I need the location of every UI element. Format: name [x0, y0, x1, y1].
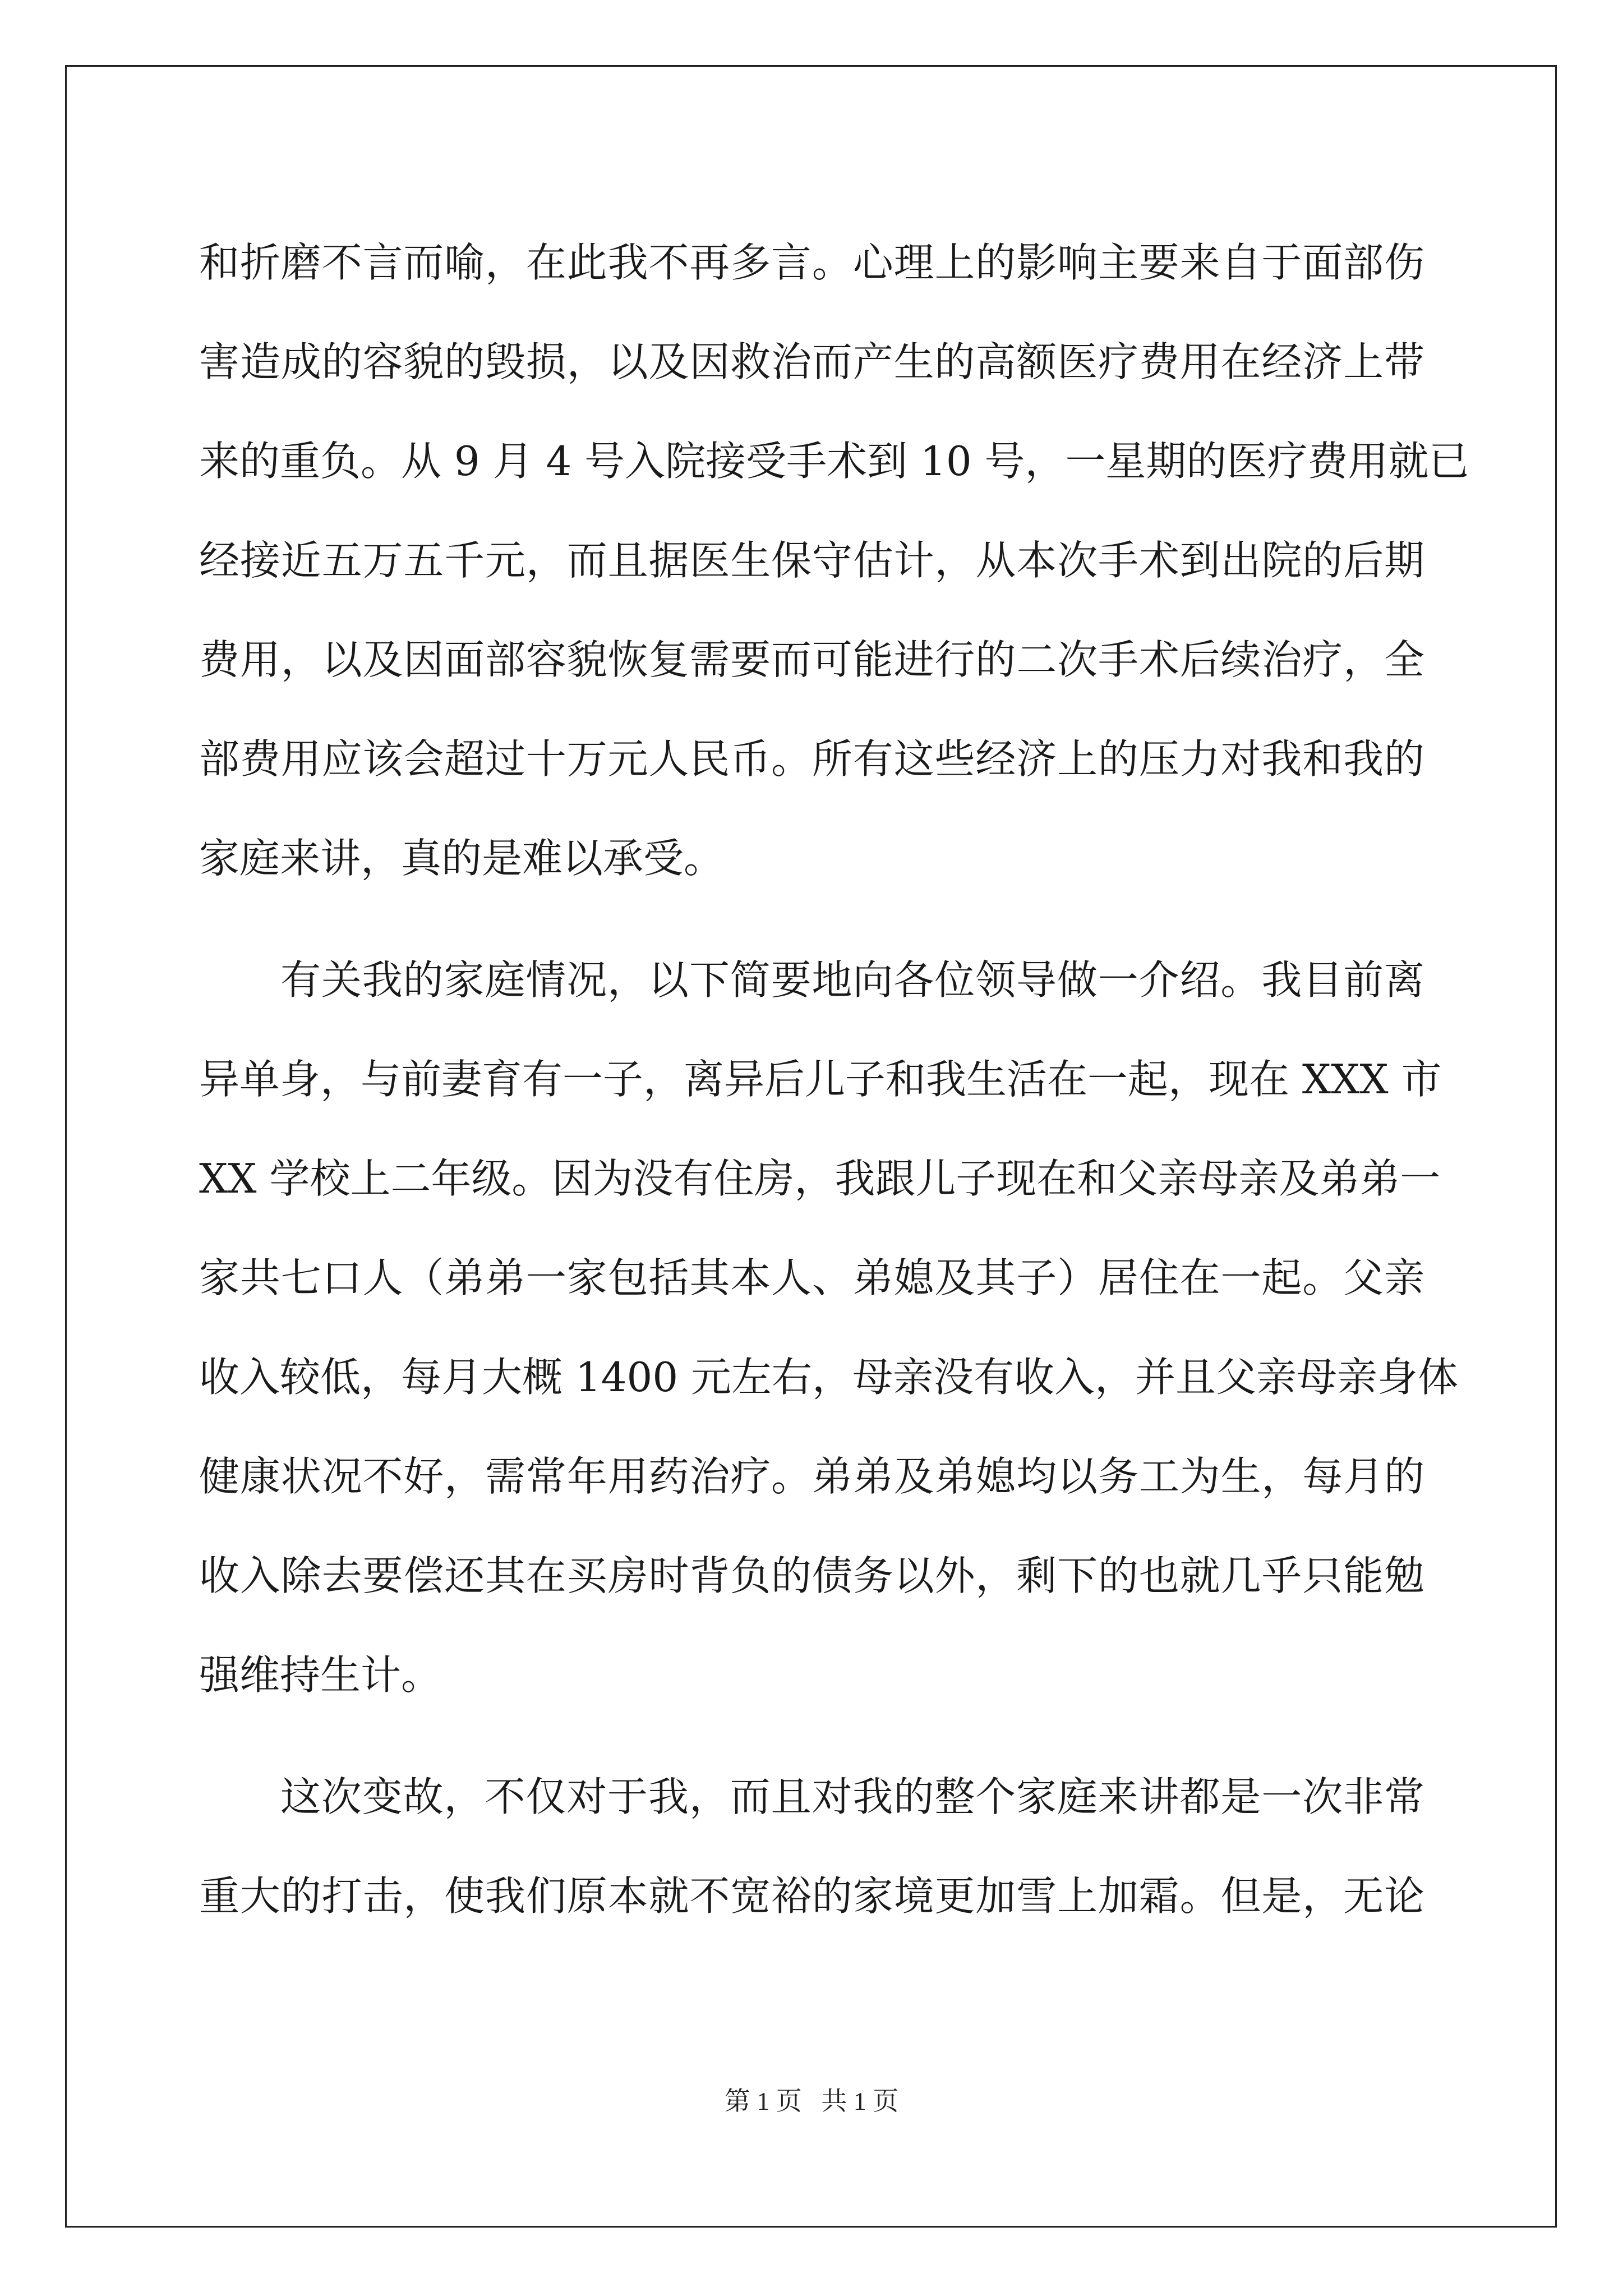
text-line: 收入较低，每月大概 1400 元左右，母亲没有收入，并且父亲母亲身体 [199, 1354, 1459, 1401]
paragraph-3 [199, 1747, 1424, 1946]
text-line: 家共七口人（弟弟一家包括其本人、弟媳及其子）居住在一起。父亲 [199, 1254, 1424, 1301]
text-line: 强维持生计。 [199, 1651, 442, 1699]
text-line: 家庭来讲，真的是难以承受。 [199, 835, 725, 882]
text-line: 经接近五万五千元，而且据医生保守估计，从本次手术到出院的后期 [199, 537, 1424, 584]
paragraph-gap [199, 908, 1424, 931]
text-line: XX 学校上二年级。因为没有住房，我跟儿子现在和父亲母亲及弟弟一 [199, 1155, 1441, 1202]
text-line: 这次变故，不仅对于我，而且对我的整个家庭来讲都是一次非常 [280, 1773, 1424, 1820]
text-line: 害造成的容貌的毁损，以及因救治而产生的高额医疗费用在经济上带 [199, 338, 1424, 385]
paragraph-1 [199, 213, 1469, 908]
text-line: 和折磨不言而喻，在此我不再多言。心理上的影响主要来自于面部伤 [199, 239, 1424, 286]
document-body [199, 213, 1469, 1946]
page-footer [0, 2085, 1623, 2118]
text-line: 异单身，与前妻育有一子，离异后儿子和我生活在一起，现在 XXX 市 [199, 1056, 1442, 1103]
page-total: 共 1 页 [821, 2087, 899, 2115]
text-line: 来的重负。从 9 月 4 号入院接受手术到 10 号，一星期的医疗费用就已 [199, 438, 1469, 485]
text-line: 重大的打击，使我们原本就不宽裕的家境更加雪上加霜。但是，无论 [199, 1872, 1424, 1920]
text-line: 收入除去要偿还其在买房时背负的债务以外，剩下的也就几乎只能勉 [199, 1552, 1424, 1599]
page-number: 第 1 页 [724, 2087, 802, 2115]
paragraph-gap [199, 1725, 1424, 1747]
text-line: 费用，以及因面部容貌恢复需要而可能进行的二次手术后续治疗，全 [199, 636, 1424, 683]
text-line: 部费用应该会超过十万元人民币。所有这些经济上的压力对我和我的 [199, 735, 1424, 783]
text-line: 有关我的家庭情况，以下简要地向各位领导做一介绍。我目前离 [280, 956, 1424, 1004]
text-line: 健康状况不好，需常年用药治疗。弟弟及弟媳均以务工为生，每月的 [199, 1453, 1424, 1500]
paragraph-2 [199, 931, 1459, 1725]
